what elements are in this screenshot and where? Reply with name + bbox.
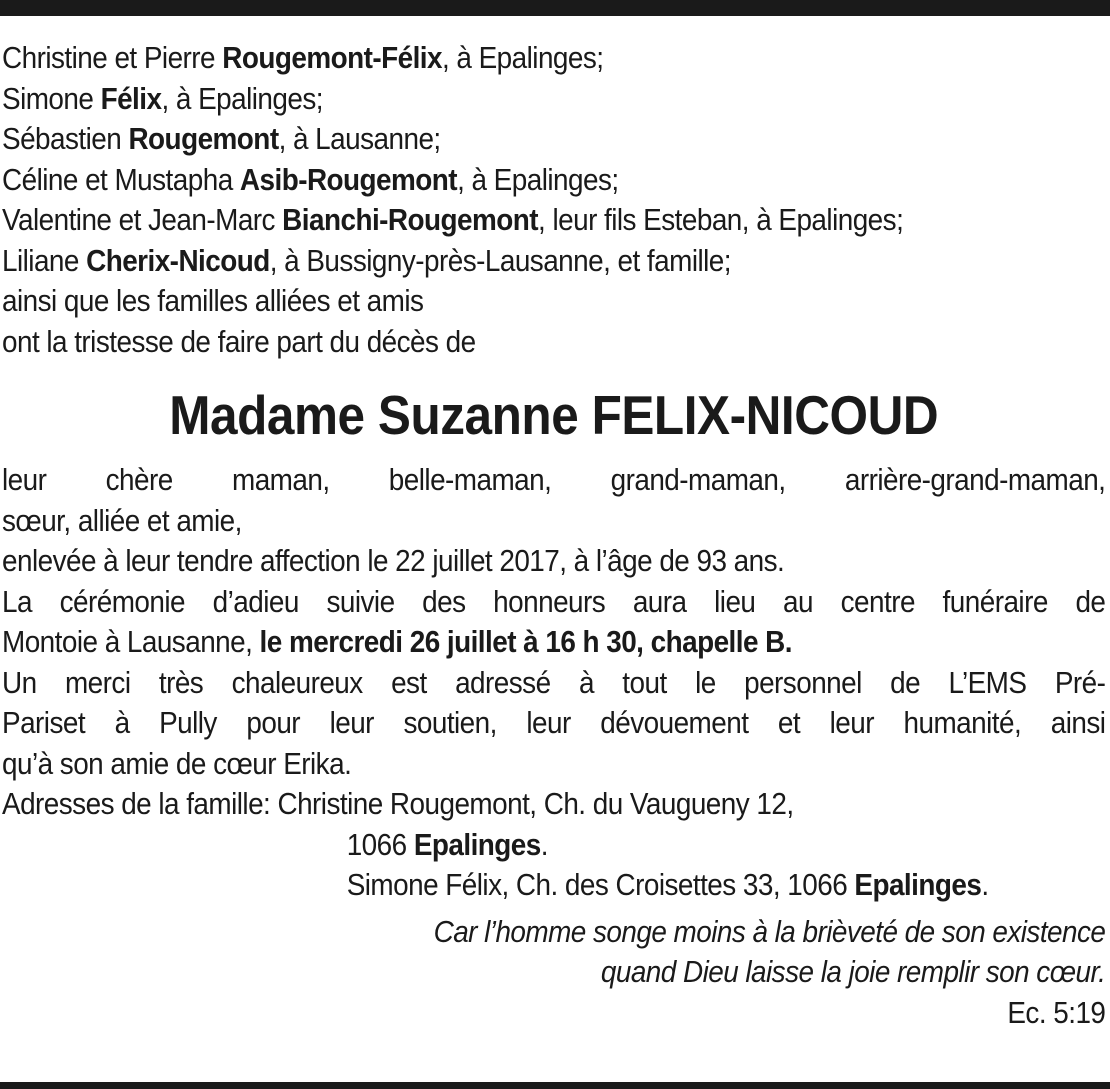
top-rule (0, 0, 1110, 16)
family-surname: Rougemont (128, 121, 279, 156)
address-line-3 (2, 865, 1105, 906)
address-1-postcode: 1066 (346, 826, 414, 862)
family-line-5 (2, 200, 1105, 241)
family-line-6 (2, 241, 1105, 282)
family-location: , à Epalinges; (457, 161, 619, 197)
deceased-name: Madame Suzanne FELIX-NICOUD (169, 384, 939, 446)
family-surname: Cherix-Nicoud (86, 242, 270, 278)
family-line-3 (2, 119, 1105, 160)
family-names: Valentine et Jean-Marc (2, 202, 283, 237)
relation-line-1: leur chère maman, belle-maman, grand-maman, arrière-grand-maman, (2, 462, 1106, 497)
address-line-1 (2, 784, 1105, 825)
thanks-line-1: Un merci très chaleureux est adressé à tout le personnel de L’EMS Pré- (2, 664, 1106, 700)
quote-line-2: quand Dieu laisse la joie remplir son cœur. (600, 954, 1106, 989)
ceremony-datetime: le mercredi 26 juillet à 16 h 30, chapelle B. (259, 624, 792, 659)
address-2-town: Epalinges (854, 867, 982, 902)
death-date-line: enlevée à leur tendre affection le 22 juillet 2017, à l’âge de 93 ans. (2, 543, 785, 578)
family-names: Céline et Mustapha (2, 161, 240, 197)
ceremony-line-2 (2, 622, 1105, 663)
family-names: Sébastien (2, 121, 129, 156)
family-surname: Rougemont-Félix (222, 40, 443, 75)
family-surname: Félix (100, 80, 162, 116)
family-line-2 (2, 79, 1105, 120)
family-names: Simone (2, 80, 101, 116)
family-location: , à Epalinges; (161, 80, 323, 116)
family-names: Christine et Pierre (2, 40, 223, 75)
thanks-line-3: qu’à son amie de cœur Erika. (2, 745, 352, 781)
address-label: Adresses de la famille: (2, 786, 278, 821)
family-surname: Asib-Rougemont (239, 161, 458, 197)
bottom-rule (0, 1082, 1110, 1089)
intro-line-2: ont la tristesse de faire part du décès de (2, 323, 476, 359)
address-1-period: . (540, 826, 548, 862)
quote-reference: Ec. 5:19 (1007, 994, 1106, 1030)
address-1-street: Christine Rougemont, Ch. du Vaugueny 12, (277, 786, 794, 821)
ceremony-line-1: La cérémonie d’adieu suivie des honneurs aura lieu au centre funéraire de (2, 583, 1106, 619)
address-1-town: Epalinges (413, 826, 541, 862)
family-surname: Bianchi-Rougemont (282, 202, 539, 237)
relation-line-2: sœur, alliée et amie, (2, 502, 242, 538)
family-location: , à Epalinges; (442, 40, 604, 75)
family-names: Liliane (2, 242, 87, 278)
address-2-street: Simone Félix, Ch. des Croisettes 33, 1066 (346, 867, 855, 902)
ceremony-place: Montoie à Lausanne, (2, 624, 260, 659)
family-location: , à Lausanne; (278, 121, 441, 156)
address-2-period: . (981, 867, 989, 902)
intro-line-1: ainsi que les familles alliées et amis (2, 283, 424, 318)
family-location: , leur fils Esteban, à Epalinges; (538, 202, 904, 237)
family-location: , à Bussigny-près-Lausanne, et famille; (269, 242, 731, 278)
family-line-1 (2, 38, 1105, 79)
obituary-notice (2, 38, 1105, 1033)
address-line-2 (2, 825, 1105, 866)
family-line-4 (2, 160, 1105, 201)
quote-line-1: Car l’homme songe moins à la brièveté de son existence (433, 913, 1106, 949)
thanks-line-2: Pariset à Pully pour leur soutien, leur dévouement et leur humanité, ainsi (2, 705, 1106, 740)
